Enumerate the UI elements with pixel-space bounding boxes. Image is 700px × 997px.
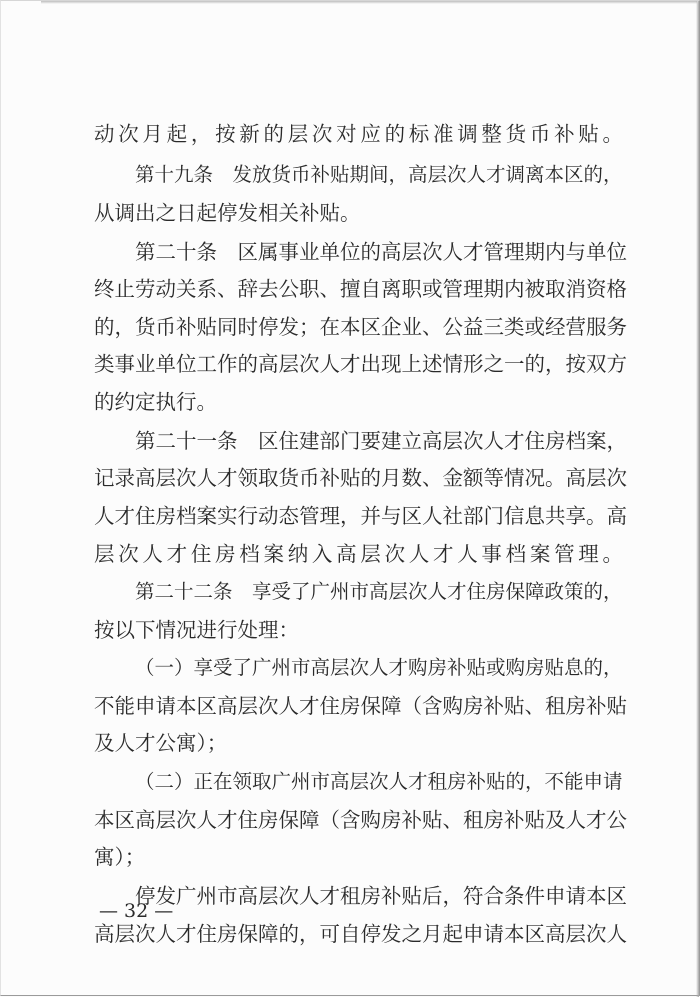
text-line: 的约定执行。 bbox=[94, 390, 217, 414]
text-line: 不能申请本区高层次人才住房保障（含购房补贴、租房补贴 bbox=[94, 694, 627, 718]
text-line: 层次人才住房档案纳入高层次人才人事档案管理。 bbox=[94, 542, 627, 566]
scan-edge-right bbox=[696, 1, 699, 997]
text-line: 按以下情况进行处理： bbox=[94, 618, 299, 642]
article-20-heading-line: 第二十条 区属事业单位的高层次人才管理期内与单位 bbox=[135, 240, 627, 264]
text-line: 高层次人才住房保障的，可自停发之月起申请本区高层次人 bbox=[94, 922, 627, 946]
text-line: 类事业单位工作的高层次人才出现上述情形之一的，按双方 bbox=[94, 352, 627, 376]
text-line: 寓）； bbox=[94, 845, 146, 869]
text-line: 从调出之日起停发相关补贴。 bbox=[94, 201, 361, 225]
text-line: 记录高层次人才领取货币补贴的月数、金额等情况。高层次 bbox=[94, 466, 627, 490]
text-line: 的，货币补贴同时停发；在本区企业、公益三类或经营服务 bbox=[94, 315, 627, 339]
article-21-heading-line: 第二十一条 区住建部门要建立高层次人才住房档案， bbox=[135, 429, 627, 453]
text-line: 停发广州市高层次人才租房补贴后，符合条件申请本区 bbox=[135, 884, 627, 908]
text-line: 动次月起，按新的层次对应的标准调整货币补贴。 bbox=[94, 122, 627, 146]
text-line: 终止劳动关系、辞去公职、擅自离职或管理期内被取消资格 bbox=[94, 277, 627, 301]
list-item-1-line: （一）享受了广州市高层次人才购房补贴或购房贴息的， bbox=[135, 656, 623, 679]
article-19-heading-line: 第十九条 发放货币补贴期间，高层次人才调离本区的， bbox=[135, 163, 623, 186]
scan-edge-top bbox=[41, 1, 697, 4]
text-line: 人才住房档案实行动态管理，并与区人社部门信息共享。高 bbox=[94, 504, 627, 528]
list-item-2-line: （二）正在领取广州市高层次人才租房补贴的，不能申请 bbox=[135, 770, 623, 793]
page-number: — 32 — bbox=[99, 900, 174, 922]
text-line: 本区高层次人才住房保障（含购房补贴、租房补贴及人才公 bbox=[94, 808, 627, 832]
article-22-heading-line: 第二十二条 享受了广州市高层次人才住房保障政策的， bbox=[135, 580, 623, 603]
text-line: 及人才公寓）； bbox=[94, 731, 228, 755]
